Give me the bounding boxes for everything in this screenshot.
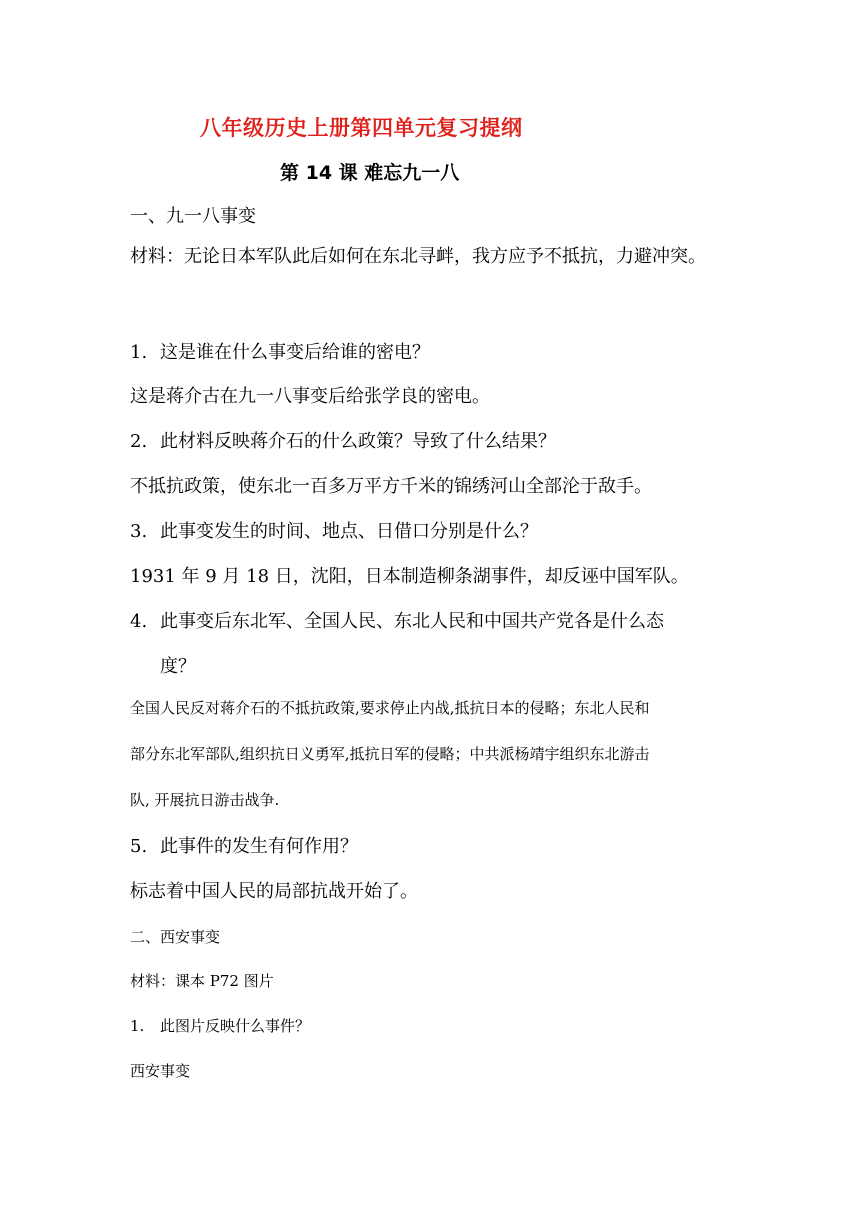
lesson-title: 第 14 课 难忘九一八 [280,162,460,184]
answer-3: 1931 年 9 月 18 日，沈阳，日本制造柳条湖事件，却反诬中国军队。 [130,566,689,587]
answer-5: 标志着中国人民的局部抗战开始了。 [130,881,418,902]
section-heading-2: 二、西安事变 [130,928,221,946]
document-title: 八年级历史上册第四单元复习提纲 [200,116,523,140]
section-heading-1: 一、九一八事变 [130,206,256,227]
question-text: 此材料反映蒋介石的什么政策？导致了什么结果？ [160,431,556,452]
question-1 [130,338,430,364]
answer-4-line-1: 全国人民反对蒋介石的不抵抗政策,要求停止内战,抵抗日本的侵略；东北人民和 [130,699,650,717]
section2-question-1 [130,1015,310,1036]
question-text: 此图片反映什么事件？ [160,1017,311,1035]
answer-1: 这是蒋介古在九一八事变后给张学良的密电。 [130,386,490,407]
question-number: 3. [130,521,148,542]
question-2 [130,427,556,453]
question-4 [130,607,664,633]
question-4-continuation: 度？ [160,656,196,677]
question-number: 5. [130,836,148,857]
question-text: 这是谁在什么事变后给谁的密电？ [160,342,430,363]
section2-answer-1: 西安事变 [130,1062,191,1080]
question-5 [130,832,358,858]
question-number: 1. [130,342,148,363]
question-text: 此事件的发生有何作用？ [160,836,358,857]
question-number: 1. [130,1017,145,1035]
question-text: 此事变发生的时间、地点、日借口分别是什么？ [160,521,538,542]
material-2: 材料：课本 P72 图片 [130,972,274,990]
question-number: 2. [130,431,148,452]
question-number: 4. [130,611,148,632]
answer-4-line-2: 部分东北军部队,组织抗日义勇军,抵抗日军的侵略；中共派杨靖宇组织东北游击 [130,745,650,763]
answer-4-line-3: 队, 开展抗日游击战争. [130,791,280,809]
material-paragraph: 材料：无论日本军队此后如何在东北寻衅，我方应予不抵抗，力避冲突。 [130,246,706,267]
question-3 [130,517,538,543]
question-text: 此事变后东北军、全国人民、东北人民和中国共产党各是什么态 [160,611,664,632]
answer-2: 不抵抗政策，使东北一百多万平方千米的锦绣河山全部沦于敌手。 [130,476,652,497]
